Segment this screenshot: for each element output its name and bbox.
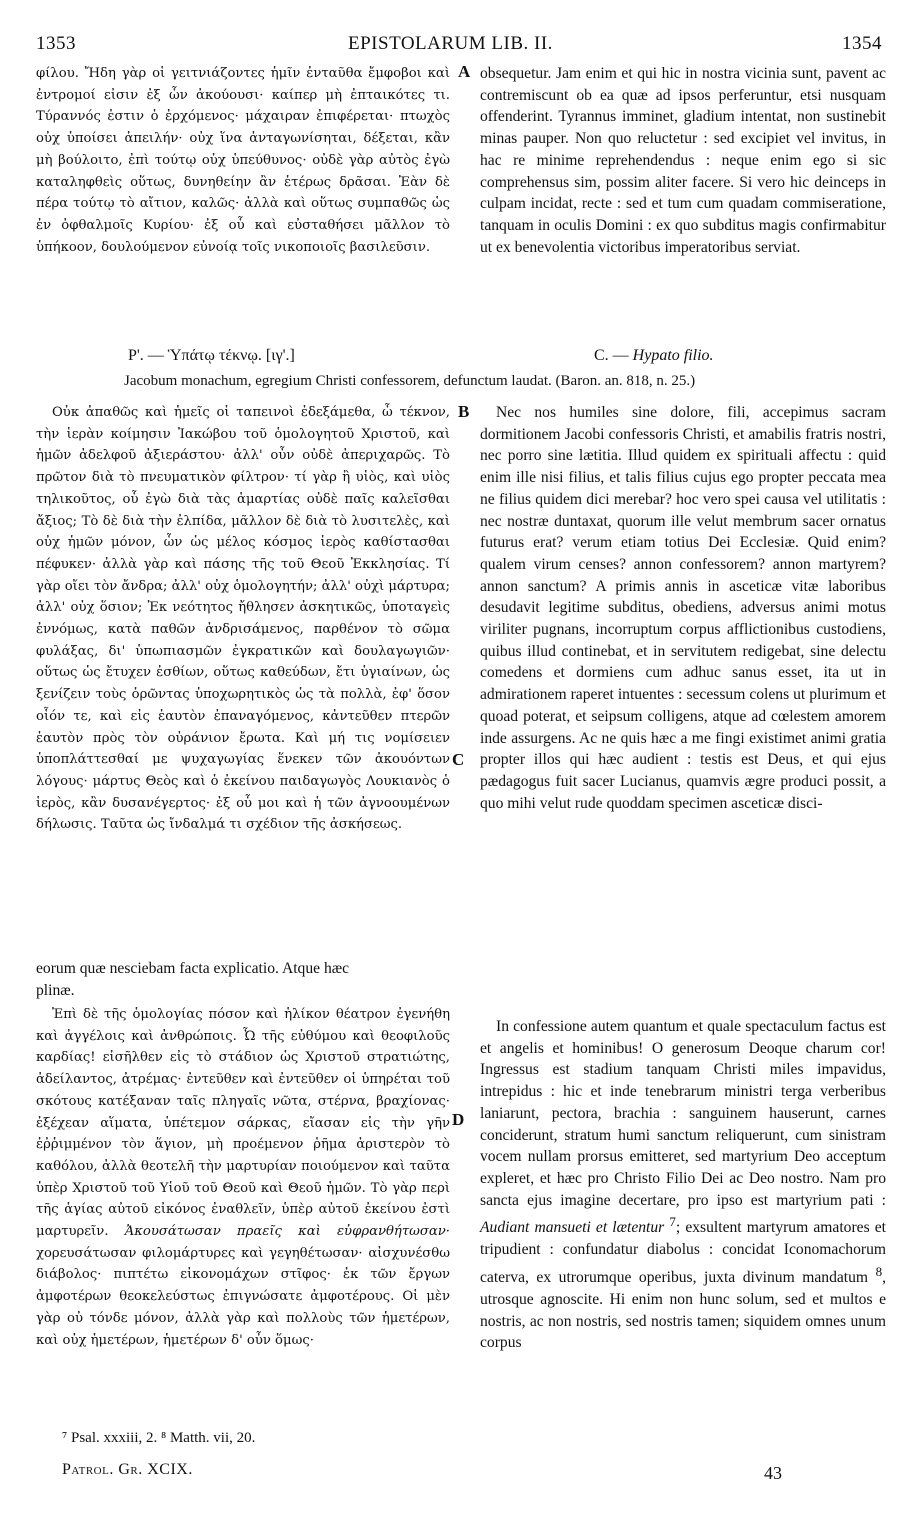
footnotes: ⁷ Psal. xxxiii, 2. ⁸ Matth. vii, 20. (62, 1430, 256, 1446)
latin-paragraph: Nec nos humiles sine dolore, fili, accepimus sacram dormitionem Jacobi confessoris Christi, et amabilis fratris nostri, nec porro sine lætitia. Illud quidem ex spirituali affectu : quid enim ille nisi filius, et talis filius cujus ego propter peccata mea ne filius quidem dici merebar? hoc vero spei causa vel utilitatis : nec nostræ duntaxat, quorum ille velut membrum sacer ornatus futurus erat? verum etiam totius Dei Ecclesiæ. Quid enim? qualem virum censes? annon confessorem? annon martyrem? annon sanctum? A primis annis in asceticæ vitæ laboribus desudavit legitime subditus, obediens, adversus animi motus viriliter pugnans, incorruptum corpus afflictionibus custodiens, quibus illud continebat, et in servitutem redigebat, sine delectu comedens et dormiens cum adhuc sanus esset, ita ut in admirationem raperet intuentes : secessum colens ut plurimum et quoad poterat, et seipsum colligens, atque ad cœlestem amorem inde assurgens. Ac ne quis hæc a me fingi existimet animi gratia propter illos qui hæc audient : testis est Deus, et qui ejus pædagogus fuit sacer Lucianus, quamvis ægre produci possit, a quo mihi velut rude quoddam specimen asceticæ disci- (480, 404, 886, 812)
collection-footer: Patrol. Gr. XCIX. (62, 1461, 193, 1478)
margin-marker-a: A (458, 62, 471, 81)
greek-quotation: Ἀκουσάτωσαν πραεῖς καὶ εὐφρανθήτωσαν· (124, 1224, 450, 1240)
latin-column-d (480, 1016, 886, 1354)
greek-column-b (36, 402, 450, 836)
latin-column-b (480, 402, 886, 814)
signature-number: 43 (764, 1463, 782, 1483)
latin-paragraph: obsequetur. Jam enim et qui hic in nostra vicinia sunt, pavent ac contremiscunt ob ea quæ ad ipsos perferuntur, etsi nusquam offenderint. Tyrannus imminet, gladium intentat, non sustinebit minas pauper. Non quo reluctetur : sed excipiet vel invitus, in hac re minime reprehendendus : neque enim ego si sic comprehensus sim, possim aliter facere. Si vero hic deinceps in culpam incidat, recte : sed et tum cum quadam commiseratione, tanquam in oculis Domini : ex quo subditus magis confirmabitur ut ex benevolentia victoribus imperatoribus serviat. (480, 65, 886, 256)
running-title: EPISTOLARUM LIB. II. (348, 33, 553, 54)
footnote-ref-7: 7 (669, 1214, 676, 1230)
greek-paragraph (36, 1004, 450, 1351)
greek-paragraph: φίλου. Ἤδη γὰρ οἱ γειτνιάζοντες ἡμῖν ἐνταῦθα ἔμφοβοι καὶ ἐντρομοί εἰσιν ἐξ ὧν ἀκούουσι· καίπερ μὴ ἐπταικότες τι. Τύραννός ἐστιν ὁ ἐρχόμενος· μάχαιραν ἐπιφέρεται· πτωχὸς οὐχ ὑποίσει ἀπειλήν· οὐχ ἵνα ἀνταγωνίσηται, δέξεται, κἂν μὴ βούλοιτο, ἐπὶ τούτῳ οὐχ ὑπεύθυνος· οὐδὲ γὰρ αὐτὸς ἐγὼ καταληφθεὶς οὕτως, δυνηθείην ἂν ἑτέρως δρᾶσαι. Ἐὰν δὲ πέρα τούτῳ τὸ αἴτιον, καλῶς· ἀλλὰ καὶ οὕτως συμπαθῶς ὡς ἐν ὀφθαλμοῖς Κυρίου· ἐξ οὗ καὶ εὐσταθήσει μᾶλλον τὸ ὑπήκοον, δουλούμενον εὐνοίᾳ τοῖς νικοποιοῖς βασιλεῦσιν. (36, 66, 450, 255)
latin-paragraph (480, 1016, 886, 1354)
margin-marker-b: B (458, 402, 470, 421)
footnote-ref-8: 8 (875, 1263, 883, 1279)
wide-line-text: eorum quæ nesciebam facta explicatio. Atque hæc (36, 960, 350, 977)
latin-letter-heading (594, 347, 714, 365)
column-number-right: 1354 (842, 33, 882, 54)
latin-text: In confessione autem quantum et quale spectaculum factus est et angelis et hominibus! O generosum Deoque charum cor! Ingressus est stadium tanquam Christi miles impavidus, intrepidus : hic et inde tenebrarum ministri terga verberibus laniarunt, pectora, brachia : sanguinem hauserunt, carnes conciderunt, stratum humi sanctum reliquerunt, cum sinistram vocem nullam prorsus emitteret, sed martyrium Deo acceptum expleret, et hæc pro Christo Filio Dei ac Deo nostro. Nam pro sancta ejus imagine decertare, pro ipso est martyrium pati : (480, 1018, 886, 1209)
wide-line-end: plinæ. (36, 981, 75, 999)
greek-text-rest: χορευσάτωσαν φιλομάρτυρες καὶ γεγηθέτωσαν· αἰσχυνέσθω διάβολος· πιπτέτω εἰκονομάχων στῖφος· ἐκ τῶν ἔργων ἀμφοτέρων θεοκελεύστως ἐπιγνώσατε ἀμφοτέρους. Οἱ μὲν γὰρ οὐ τόνδε μόνον, ἀλλὰ γὰρ καὶ πολλοὺς τῶν ἡμετέρων, καὶ οὐχ ἡμετέρων, ἡμετέρων δ' οὖν ὅμως· (36, 1245, 450, 1348)
letter-summary: Jacobum monachum, egregium Christi confessorem, defunctum laudat. (Baron. an. 818, n. 25.) (124, 373, 696, 389)
column-number-left: 1353 (36, 33, 76, 54)
latin-heading-prefix: C. — (594, 347, 633, 364)
latin-text-rest: ; exsultent martyrum amatores et tripudient : confundatur diabolus : concidat Iconomachorum caterva, ex utrorumque operibus, juxta divinum mandatum (480, 1219, 886, 1287)
latin-column-top (480, 63, 886, 258)
latin-quotation: Audiant mansueti et lætentur (480, 1219, 665, 1237)
margin-marker-d: D (452, 1110, 465, 1129)
greek-letter-heading: Ρ'. — Ὑπάτῳ τέκνῳ. [ιγ'.] (128, 347, 295, 364)
wide-line (36, 958, 466, 1001)
margin-marker-c: C (452, 750, 465, 769)
latin-text-rest2: , utrosque agnoscite. Hi enim non hunc solum, sed et multos e nostris, ac non nostris, sed nostris tamen; siquidem omnes unum corpus (480, 1269, 887, 1352)
greek-column-d (36, 1004, 450, 1351)
greek-text: Ἐπὶ δὲ τῆς ὁμολογίας πόσον καὶ ἡλίκον θέατρον ἐγενήθη καὶ ἀγγέλοις καὶ ἀνθρώποις. Ὦ τῆς εὐθύμου καὶ θεοφιλοῦς καρδίας! εἰσῆλθεν εἰς τὸ στάδιον ὡς Χριστοῦ στρατιώτης, ἀδείλαντος, ἀτρέμας· ἐντεῦθεν καὶ ἐντεῦθεν οἱ ὑπηρέται τοῦ σκότους κατέξαναν ταῖς πληγαῖς νῶτα, στέρνα, βραχίονας· ἐξέχεαν αἵματα, ὑπέτεμον σάρκας, εἴασαν εἰς τὴν γῆν ἐῤῥιμμένον τὸν ἅγιον, μὴ προέμενον ῥῆμα ἀριστερὸν τὸ καθόλου, ἀλλὰ θεοτελῆ τὴν μαρτυρίαν ποιούμενον καὶ ταῦτα ὑπὲρ Χριστοῦ τοῦ Υἱοῦ τοῦ Θεοῦ καὶ Θεοῦ ἡμῶν. Τὸ γὰρ περὶ τῆς ἁγίας αὐτοῦ εἰκόνος ἐναθλεῖν, ὑπὲρ αὐτοῦ ἐκείνου ἐστὶ μαρτυρεῖν. (36, 1007, 450, 1240)
latin-heading-title: Hypato filio. (632, 347, 714, 364)
greek-column-top (36, 63, 450, 258)
greek-paragraph: Οὐκ ἀπαθῶς καὶ ἡμεῖς οἱ ταπεινοὶ ἐδεξάμεθα, ὦ τέκνον, τὴν ἱερὰν κοίμησιν Ἰακώβου τοῦ ὁμολογητοῦ Χριστοῦ, καὶ ἡμῶν ἀδελφοῦ ἀξιεράστου· ἀλλ' οὖν οὐδὲ ἀπεριχαρῶς. Τὸ πρῶτον διὰ τὸ πνευματικὸν φίλτρον· τί γὰρ ἢ υἱὸς, καὶ υἱὸς τηλικοῦτος, οὗ ἐγὼ διὰ τὰς ἁμαρτίας οὐδὲ παῖς καλεῖσθαι ἄξιος; Τὸ δὲ διὰ τὴν ἐλπίδα, μᾶλλον δὲ διὰ τὸ λυσιτελὲς, καὶ οὐχ ἡμῶν μόνον, ὧν ὡς μέλος κόσμος ἱερὸς καθίστασθαι πέφυκεν· ἀλλὰ γὰρ καὶ πάσης τῆς τοῦ Θεοῦ Ἐκκλησίας. Τί γὰρ οἴει τὸν ἄνδρα; ἀλλ' οὐχ ὁμολογητήν; ἀλλ' οὐχὶ μάρτυρα; ἀλλ' οὐχ ὅσιον; Ἐκ νεότητος ἤθλησεν ἀσκητικῶς, ὑποταγεὶς ἐννόμως, κατὰ παθῶν ἀνδρισάμενος, παρθένον τὸ σῶμα φυλάξας, δι' ὑπωπιασμῶν ἐγκρατικῶν καὶ δουλαγωγιῶν· οὕτως ὡς ἔτυχεν ἐσθίων, οὕτως καθεύδων, ἔτι ὑγιαίνων, ὡς ξενίζειν τοὺς ὁρῶντας ὑποχωρητικὸς ὡς τὰ πολλὰ, ἐφ' ὅσον οἷόν τε, καὶ εἰς ἑαυτὸν ἐπαναγόμενος, κἀντεῦθεν πτερῶν ἑαυτὸν πρὸς τὸν οὐράνιον ἔρωτα. Καὶ μή τις νομίσειεν ὑποπλάττεσθαί με ψυχαγωγίας ἕνεκεν τῶν ἀκουόντων λόγους· μάρτυς Θεὸς καὶ ὁ ἐκείνου παιδαγωγὸς Λουκιανὸς ὁ ἱερὸς, κἂν δυσανέγερτος· ἐξ οὗ μοι καὶ ἡ τῶν ἀγνοουμένων δήλωσις. Ταῦτα ὡς ἴνδαλμά τι σχέδιον τῆς ἀσκήσεως. (36, 405, 450, 833)
